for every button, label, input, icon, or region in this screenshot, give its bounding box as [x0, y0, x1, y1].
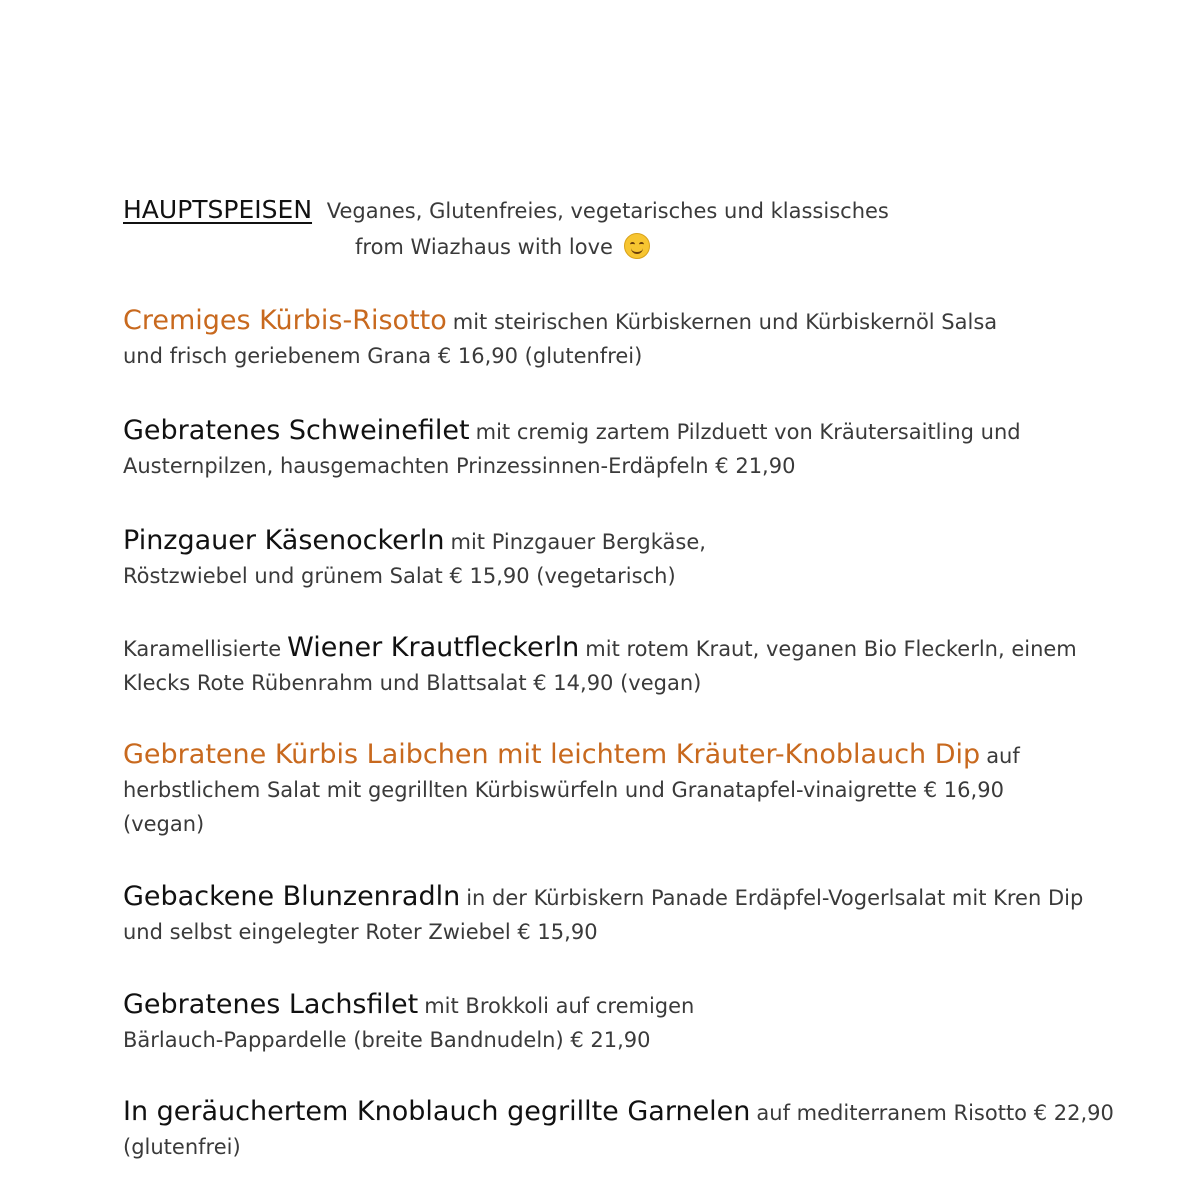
section-title: HAUPTSPEISEN [123, 195, 313, 224]
menu-header [123, 192, 1083, 265]
dish-item [123, 988, 1083, 1057]
dish-description: mit Brokkoli auf cremigen [424, 994, 695, 1018]
dish-item [123, 631, 1083, 700]
dish-description: und frisch geriebenem Grana € 16,90 (glutenfrei) [123, 344, 643, 368]
dish-item [123, 880, 1083, 949]
dish-name: Wiener Krautfleckerln [287, 632, 580, 663]
header-line [123, 192, 1083, 229]
dish-description: Klecks Rote Rübenrahm und Blattsalat € 14,90 (vegan) [123, 671, 702, 695]
dish-name: Pinzgauer Käsenockerln [123, 525, 445, 556]
dish-name: Cremiges Kürbis-Risotto [123, 305, 447, 336]
dish-description: in der Kürbiskern Panade Erdäpfel-Vogerlsalat mit Kren Dip [466, 886, 1084, 910]
dish-item [123, 304, 1083, 373]
dish-description: (vegan) [123, 812, 205, 836]
section-subtitle: Veganes, Glutenfreies, vegetarisches und klassisches [326, 199, 889, 223]
dish-description: auf [986, 744, 1020, 768]
dish-description: auf mediterranem Risotto € 22,90 [756, 1101, 1114, 1125]
dish-description: Röstzwiebel und grünem Salat € 15,90 (vegetarisch) [123, 564, 676, 588]
dish-name: Gebackene Blunzenradln [123, 881, 461, 912]
dish-first-line [123, 880, 1083, 915]
tagline: from Wiazhaus with love [355, 235, 613, 259]
dish-description: herbstlichem Salat mit gegrillten Kürbiswürfeln und Granatapfel-vinaigrette € 16,90 [123, 778, 1004, 802]
dish-item [123, 1095, 1114, 1164]
dish-description: (glutenfrei) [123, 1135, 241, 1159]
dish-prefix: Karamellisierte [123, 637, 282, 661]
dish-name: Gebratenes Schweinefilet [123, 415, 470, 446]
dish-item [123, 738, 1083, 841]
smiling-face-icon [624, 233, 650, 259]
dish-item [123, 524, 1083, 593]
dish-description: Austernpilzen, hausgemachten Prinzessinnen-Erdäpfeln € 21,90 [123, 454, 796, 478]
dish-first-line [123, 304, 1083, 339]
dish-description: mit steirischen Kürbiskernen und Kürbiskernöl Salsa [452, 310, 998, 334]
dish-item [123, 414, 1083, 483]
dish-description: mit rotem Kraut, veganen Bio Fleckerln, einem [585, 637, 1077, 661]
dish-first-line [123, 414, 1083, 449]
dish-description: Bärlauch-Pappardelle (breite Bandnudeln) € 21,90 [123, 1028, 651, 1052]
dish-first-line [123, 1095, 1114, 1130]
tagline-line [123, 229, 1083, 265]
dish-first-line [123, 988, 1083, 1023]
dish-name: In geräuchertem Knoblauch gegrillte Garnelen [123, 1096, 751, 1127]
dish-description: und selbst eingelegter Roter Zwiebel € 15,90 [123, 920, 598, 944]
dish-first-line [123, 524, 1083, 559]
dish-first-line [123, 631, 1083, 666]
dish-description: mit Pinzgauer Bergkäse, [450, 530, 706, 554]
dish-first-line [123, 738, 1083, 773]
dish-description: mit cremig zartem Pilzduett von Kräutersaitling und [475, 420, 1021, 444]
dish-name: Gebratenes Lachsfilet [123, 989, 419, 1020]
dish-name: Gebratene Kürbis Laibchen mit leichtem Kräuter-Knoblauch Dip [123, 739, 981, 770]
